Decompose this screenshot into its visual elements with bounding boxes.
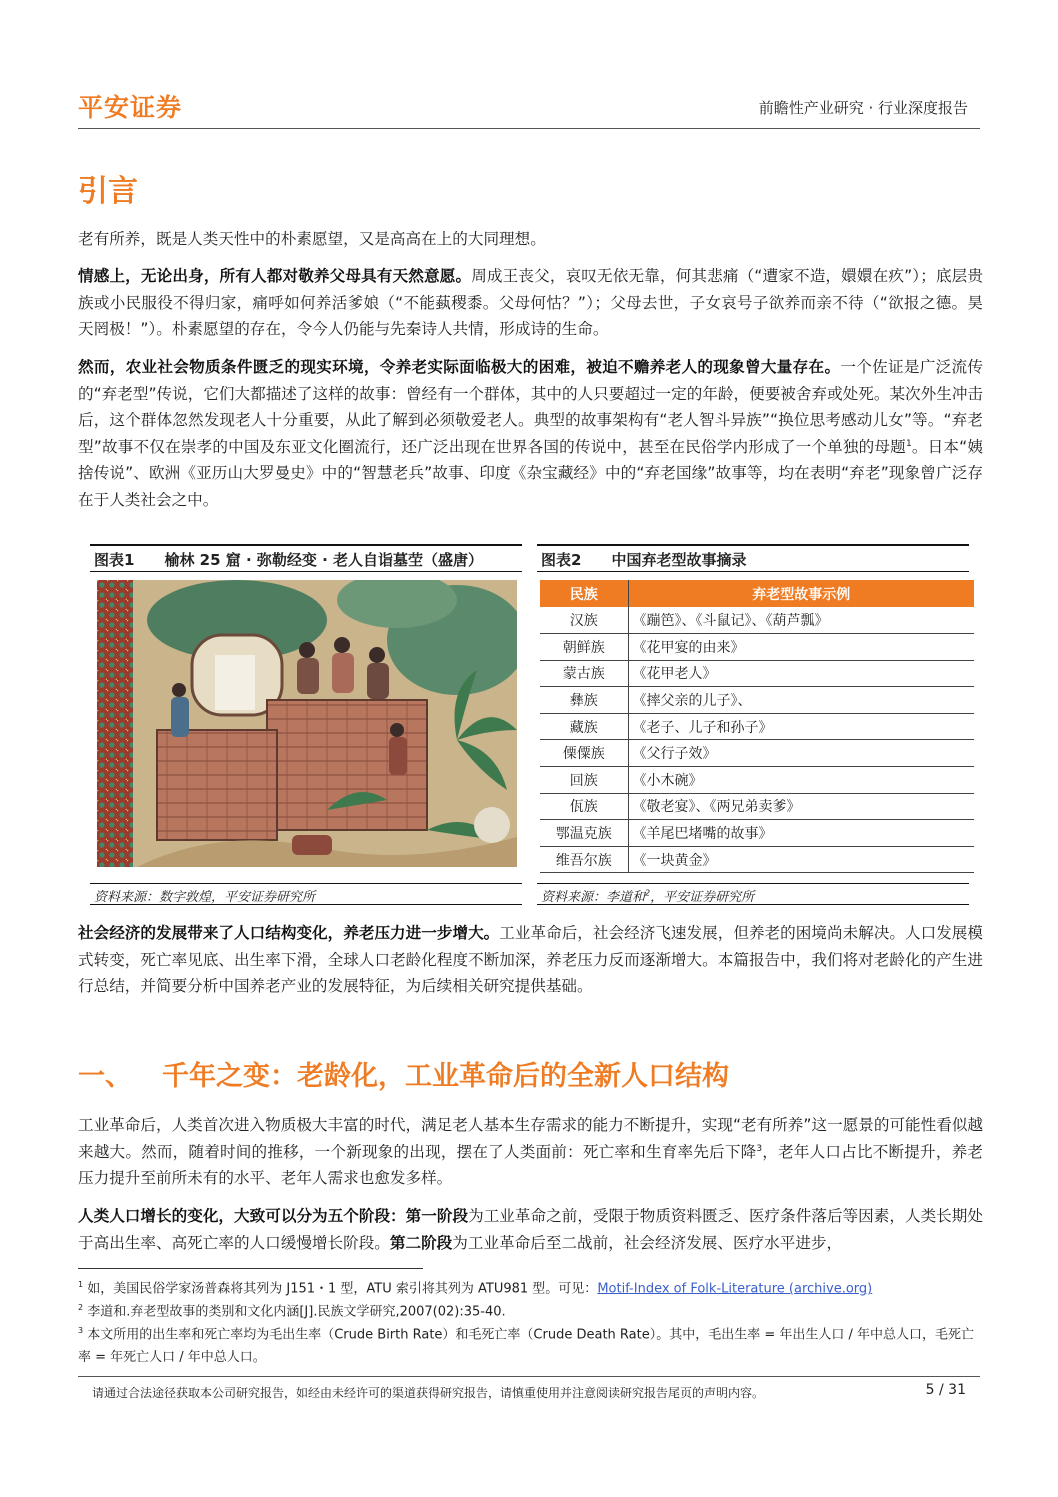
section1-p2-bold3: 第二阶段 (389, 1233, 453, 1252)
table-row (540, 634, 974, 661)
table-row (540, 793, 974, 820)
footer-divider (78, 1376, 980, 1377)
footnote-1-text: 如，美国民俗学家汤普森将其列为 J151・1 型，ATU 索引将其列为 ATU981 型。可见： (83, 1281, 598, 1297)
intro-p4-bold: 社会经济的发展带来了人口结构变化，养老压力进一步增大。 (78, 924, 500, 942)
cell-story: 《小木碗》 (628, 767, 974, 794)
intro-p2-bold: 情感上，无论出身，所有人都对敬养父母具有天然意愿。 (78, 267, 472, 285)
motif-index-link[interactable]: Motif-Index of Folk-Literature (archive.org) (597, 1281, 873, 1297)
table-row (540, 713, 974, 740)
section1-paragraph-1 (78, 1112, 983, 1192)
cell-ethnic: 蒙古族 (540, 660, 628, 687)
table-row (540, 846, 974, 873)
table-row (540, 687, 974, 714)
intro-p2-text: 周成王丧父，哀叹无依无靠，何其悲痛（“遭家不造，嬛嬛在疚”）；底层贵族或小民服役不得归家，痛呼如何养活爹娘（“不能蓺稷黍。父母何怙？”）；父母去世，子女哀号子欲养而亲不待（“欲报之德。昊天罔极！”）。朴素愿望的存在，令今人仍能与先秦诗人共情，形成诗的生命。 (78, 267, 983, 338)
cell-story: 《老子、儿子和孙子》 (628, 713, 974, 740)
report-type: 前瞻性产业研究 · 行业深度报告 (758, 99, 968, 117)
col-header-ethnic: 民族 (540, 580, 628, 607)
section1-p2-text1: 为工业革命之前，受限于物质资料匮乏、医疗条件落后等因素，人类长期处于高出生率、高死亡率的人口缓慢增长阶段。 (78, 1207, 983, 1252)
cell-story: 《羊尾巴堵嘴的故事》 (628, 820, 974, 847)
mural-image (97, 580, 517, 867)
section1-p1-text-a: 工业革命后，人类首次进入物质极大丰富的时代，满足老人基本生存需求的能力不断提升，实现“老有所养”这一愿景的可能性看似越来越大。然而，随着时间的推移，一个新现象的出现，摆在了人类面前：死亡率和生育率先后下降 (78, 1116, 984, 1161)
cell-story: 《蹦笆》、《斗鼠记》、《葫芦瓢》 (628, 607, 974, 634)
figure2-source (537, 883, 969, 905)
figure2-source-b: ，平安证券研究所 (650, 890, 755, 905)
intro-paragraph-3 (78, 354, 983, 513)
section1-number: 一、 (78, 1061, 132, 1092)
cell-story: 《敬老宴》、《两兄弟卖爹》 (628, 793, 974, 820)
cell-ethnic: 傈僳族 (540, 740, 628, 767)
intro-p3-bold: 然而，农业社会物质条件匮乏的现实环境，令养老实际面临极大的困难，被迫不赡养老人的现象曾大量存在。 (78, 358, 841, 376)
cell-ethnic: 佤族 (540, 793, 628, 820)
footnote-1-number: 1 (78, 1280, 84, 1289)
cell-ethnic: 鄂温克族 (540, 820, 628, 847)
footnote-3-number: 3 (78, 1326, 84, 1335)
header-divider (78, 128, 980, 129)
footer-disclaimer: 请通过合法途径获取本公司研究报告，如经由未经许可的渠道获得研究报告，请慎重使用并注意阅读研究报告尾页的声明内容。 (92, 1386, 765, 1400)
cell-story: 《花甲老人》 (628, 660, 974, 687)
section1-p1-text-b: ，老年人口占比不断提升，养老压力提升至前所未有的水平、老年人需求也愈发多样。 (78, 1142, 983, 1187)
cell-ethnic: 朝鲜族 (540, 634, 628, 661)
cell-ethnic: 藏族 (540, 713, 628, 740)
intro-paragraph-1 (78, 226, 983, 253)
table-row (540, 767, 974, 794)
intro-paragraph-4 (78, 920, 983, 1000)
figure2-title: 中国弃老型故事摘录 (611, 551, 747, 569)
figure2-source-a: 资料来源：李道和 (541, 890, 646, 905)
footnote-2-text: 李道和.弃老型故事的类别和文化内涵[J].民族文学研究,2007(02):35-40. (83, 1304, 506, 1320)
cell-ethnic: 维吾尔族 (540, 846, 628, 873)
table-row (540, 740, 974, 767)
figure2-label: 图表2 (541, 551, 582, 569)
cell-story: 《一块黄金》 (628, 846, 974, 873)
page-number: 5 / 31 (925, 1382, 966, 1398)
figure1-label: 图表1 (94, 551, 135, 569)
section1-p2-bold2: 第一阶段 (405, 1207, 469, 1225)
table-row (540, 660, 974, 687)
intro-p1-text: 老有所养，既是人类天性中的朴素愿望，又是高高在上的大同理想。 (78, 230, 546, 248)
table-header-row (540, 580, 974, 607)
table-row (540, 820, 974, 847)
section1-heading (78, 1054, 729, 1093)
section1-title: 千年之变：老龄化，工业革命后的全新人口结构 (162, 1061, 729, 1092)
footnote-ref-3[interactable]: 3 (756, 1143, 763, 1154)
figure1-caption (90, 544, 522, 572)
story-table (540, 580, 974, 873)
footnote-3 (78, 1319, 983, 1369)
col-header-story: 弃老型故事示例 (628, 580, 974, 607)
cell-story: 《花甲宴的由来》 (628, 634, 974, 661)
footnote-divider (78, 1268, 423, 1269)
cell-ethnic: 回族 (540, 767, 628, 794)
intro-p3-text-b: 。日本“姨捨传说”、欧洲《亚历山大罗曼史》中的“智慧老兵”故事、印度《杂宝藏经》中的“弃老国缘”故事等，均在表明“弃老”现象曾广泛存在于人类社会之中。 (78, 437, 983, 509)
section1-p2-text2: 为工业革命后至二战前，社会经济发展、医疗水平进步， (452, 1233, 843, 1252)
cell-story: 《摔父亲的儿子》、 (628, 687, 974, 714)
intro-heading: 引言 (78, 174, 138, 209)
section1-paragraph-2 (78, 1203, 983, 1256)
footnote-3-text: 本文所用的出生率和死亡率均为毛出生率（Crude Birth Rate）和毛死亡率（Crude Death Rate）。其中，毛出生率 = 年出生人口 / 年中总人口，毛死亡率 = 年死亡人口 / 年中总人口。 (78, 1327, 975, 1366)
table-row (540, 607, 974, 634)
figure1-source: 资料来源：数字敦煌，平安证券研究所 (90, 883, 522, 905)
intro-p4-text: 工业革命后，社会经济飞速发展，但养老的困境尚未解决。人口发展模式转变，死亡率见底、出生率下滑，全球人口老龄化程度不断加深，养老压力反而逐渐增大。本篇报告中，我们将对老龄化的产生进行总结，并简要分析中国养老产业的发展特征，为后续相关研究提供基础。 (78, 924, 983, 995)
cell-ethnic: 彝族 (540, 687, 628, 714)
cell-story: 《父行子效》 (628, 740, 974, 767)
footnote-ref-2[interactable]: 2 (645, 888, 651, 898)
brand-logo: 平安证券 (78, 93, 183, 122)
intro-paragraph-2 (78, 263, 983, 343)
cell-ethnic: 汉族 (540, 607, 628, 634)
footnote-ref-1[interactable]: 1 (905, 438, 912, 449)
intro-p3-text-a: 一个佐证是广泛流传的“弃老型”传说，它们大都描述了这样的故事：曾经有一个群体，其中的人只要超过一定的年龄，便要被舍弃或处死。某次外生冲击后，这个群体忽然发现老人十分重要，从此了解到必须敬爱老人。典型的故事架构有“老人智斗异族”“换位思考感动儿女”等。“弃老型”故事不仅在崇孝的中国及东亚文化圈流行，还广泛出现在世界各国的传说中，甚至在民俗学内形成了一个单独的母题 (78, 358, 984, 456)
figure1-title: 榆林 25 窟 · 弥勒经变 · 老人自诣墓茔（盛唐） (164, 551, 484, 569)
section1-p2-bold1: 人类人口增长的变化，大致可以分为五个阶段： (78, 1207, 406, 1225)
figure2-caption (537, 544, 969, 572)
footnote-2-number: 2 (78, 1303, 84, 1312)
